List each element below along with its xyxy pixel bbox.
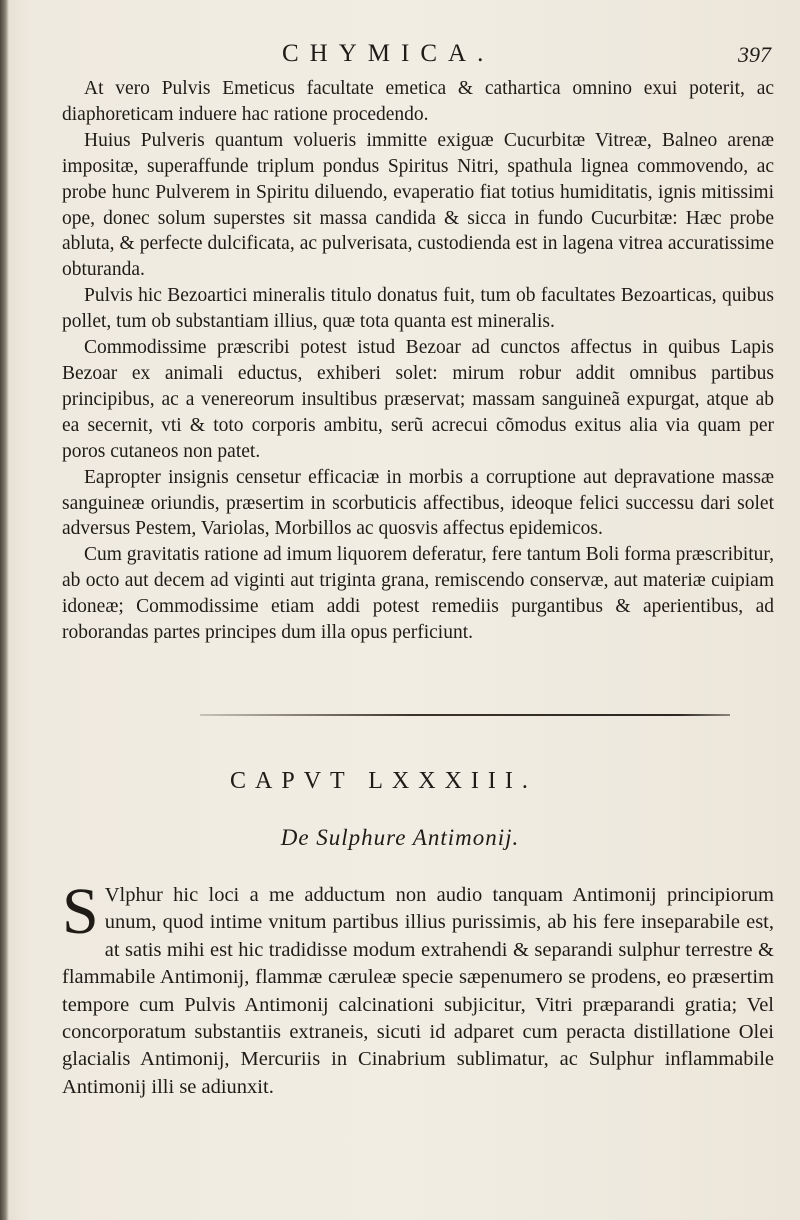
- paragraph: Huius Pulveris quantum volueris immitte exiguæ Cucurbitæ Vitreæ, Balneo arenæ impositæ, superaffunde triplum pondus Spiritus Nitri, spathula lignea commovendo, ac probe hunc Pulverem in Spiritu diluendo, evaperatio fiat totius humiditatis, ignis mitissimi ope, donec solum superstes sit massa candida & sicca in fundo Cucurbitæ: Hæc probe abluta, & perfecte dulcificata, ac pulverisata, custodienda est in lagena vitrea accuratissime obturanda.: [62, 129, 774, 281]
- page-number: 397: [738, 42, 771, 67]
- paragraph: At vero Pulvis Emeticus facultate emetica & cathartica omnino exui poterit, ac diaphoreticam induere hac ratione procedendo.: [62, 78, 774, 125]
- running-header: [0, 40, 800, 70]
- running-title: CHYMICA.: [282, 40, 495, 67]
- chapter-heading: CAPVT LXXXIII.: [230, 768, 537, 794]
- paragraph: Eapropter insignis censetur efficaciæ in morbis a corruptione aut depravatione massæ sanguineæ oriundis, præsertim in scorbuticis affectibus, ideoque felici successu dari solet adversus Pestem, Variolas, Morbillos ac quosvis affectus epidemicos.: [62, 466, 774, 540]
- paragraph: Cum gravitatis ratione ad imum liquorem deferatur, fere tantum Boli forma præscribitur, ab octo aut decem ad viginti aut triginta grana, remiscendo conservæ, aut materiæ cuipiam idoneæ; Commodissime etiam addi potest remediis purgantibus & aperientibus, ad roborandas partes principes dum illa opus perficiunt.: [62, 544, 774, 644]
- drop-cap: S: [62, 875, 99, 948]
- chapter-text: [62, 875, 774, 1101]
- paragraph: Pulvis hic Bezoartici mineralis titulo donatus fuit, tum ob facultates Bezoarticas, quibus pollet, tum ob substantiam illius, quæ tota quanta est mineralis.: [62, 285, 774, 333]
- paragraph: Commodissime præscribi potest istud Bezoar ad cunctos affectus in quibus Lapis Bezoar ex animali eductus, exhiberi solet: mirum robur addit omnibus partibus principibus, ac a venereorum insultibus præservat; massam sanguineã expurgat, atque ab ea secernit, vti & toto corporis ambitu, serũ acrecui cõmodus exitus alia via quam per poros cutaneos non patet.: [62, 337, 774, 462]
- section-divider: [200, 714, 730, 716]
- chapter-subtitle: De Sulphure Antimonij.: [280, 825, 520, 850]
- section-one-text: [62, 76, 774, 646]
- book-spine-shadow: [0, 0, 9, 1220]
- paragraph: [62, 875, 774, 1101]
- chapter-body: Vlphur hic loci a me adductum non audio tanquam Antimonij principiorum unum, quod intime vnitum partibus illius purissimis, ab his fere inseparabile est, at satis mihi est hic tradidisse modum extrahendi & separandi sulphur terrestre & flammabile Antimonij, flammæ cæruleæ specie sæpenumero se prodens, eo præsertim tempore cum Pulvis Antimonij calcinationi subjicitur, Vitri præparandi gratia; Vel concorporatum substantiis extraneis, sicuti id adparet cum peracta distillatione Olei glacialis Antimonij, Mercuriis in Cinabrium sublimatur, ac Sulphur inflammabile Antimonij illi se adiunxit.: [62, 884, 774, 1098]
